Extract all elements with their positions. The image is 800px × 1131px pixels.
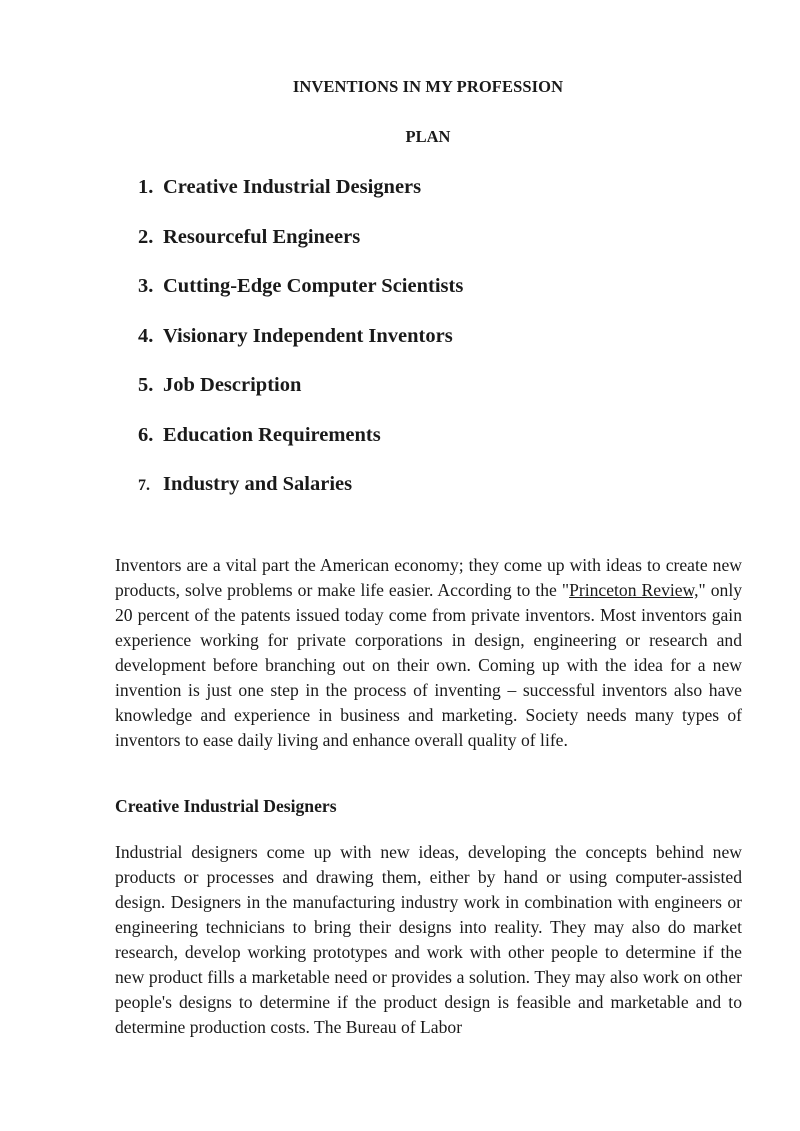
- plan-list: [138, 176, 463, 523]
- plan-item-text: Creative Industrial Designers: [163, 176, 422, 198]
- plan-item: [138, 473, 463, 523]
- plan-item-text: Visionary Independent Inventors: [163, 324, 453, 347]
- plan-item-number: 5.: [138, 374, 154, 396]
- plan-heading: PLAN: [405, 127, 451, 146]
- plan-item: [138, 176, 463, 226]
- plan-item-text: Industry and Salaries: [163, 473, 353, 495]
- document-title: INVENTIONS IN MY PROFESSION: [292, 77, 564, 96]
- plan-item: [138, 424, 463, 474]
- plan-item-text: Education Requirements: [163, 423, 381, 446]
- princeton-review-link[interactable]: Princeton Review,: [569, 580, 699, 600]
- plan-item: [138, 226, 463, 276]
- plan-item-text: Job Description: [163, 374, 302, 396]
- plan-item: [138, 374, 463, 424]
- plan-item-text: Resourceful Engineers: [163, 225, 361, 248]
- plan-item-number: 3.: [138, 275, 154, 297]
- intro-text-after-link: " only 20 percent of the patents issued today come from private inventors. Most inventors gain experience working for private corporations in design, engineering or research and development before branching out on their own. Coming up with the idea for a new invention is just one step in the process of inventing – successful inventors also have knowledge and experience in business and marketing. Society needs many types of inventors to ease daily living and enhance overall quality of life.: [115, 580, 743, 750]
- plan-item-number: 2.: [138, 225, 154, 248]
- intro-text-before-link: Inventors are a vital part the American economy; they come up with ideas to create new products, solve problems or make life easier. According to the ": [115, 555, 742, 600]
- section-paragraph: Industrial designers come up with new ideas, developing the concepts behind new products or processes and drawing them, either by hand or using computer-assisted design. Designers in the manufacturing industry work in combination with engineers or engineering technicians to bring their designs into reality. They may also do market research, develop working prototypes and work with other people to determine if the new product fills a marketable need or provides a solution. They may also work on other people's designs to determine if the product design is feasible and marketable and to determine production costs. The Bureau of Labor: [115, 842, 742, 1037]
- plan-item-text: Cutting-Edge Computer Scientists: [163, 275, 464, 297]
- plan-item-number: 7.: [138, 477, 150, 494]
- plan-item: [138, 275, 463, 325]
- plan-item-number: 6.: [138, 423, 154, 446]
- plan-item-number: 4.: [138, 324, 154, 347]
- plan-item-number: 1.: [138, 176, 154, 198]
- intro-paragraph: [115, 553, 742, 753]
- section-heading: Creative Industrial Designers: [115, 796, 337, 816]
- plan-item: [138, 325, 463, 375]
